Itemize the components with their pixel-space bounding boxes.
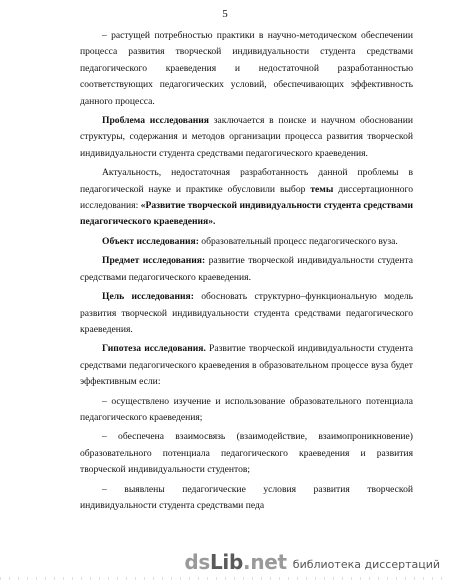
paragraph-research-object <box>80 234 413 250</box>
paragraph-research-problem <box>80 113 413 162</box>
list-item-hypothesis-2: – обеспечена взаимосвязь (взаимодействие, взаимопроникновение) образовательного потенциала педагогического краеведения и развития творческой индивидуальности студентов; <box>80 431 413 476</box>
list-item-hypothesis-1: – осуществлено изучение и использование образовательного потенциала педагогического краеведения; <box>80 395 413 423</box>
dslib-watermark[interactable] <box>184 552 440 572</box>
text-research-subject: развитие творческой индивидуальности студента средствами педагогического краеведения. <box>80 255 413 283</box>
document-body <box>80 28 413 514</box>
paragraph-topic <box>80 165 413 231</box>
dslib-logo: dsLib.net <box>184 550 287 574</box>
list-item-hypothesis-3: – выявлены педагогические условия развития творческой индивидуальности студента средствами педа <box>80 483 413 511</box>
scan-artifact-divider <box>0 577 450 580</box>
heading-research-goal: Цель исследования: <box>102 291 194 303</box>
paragraph-research-goal <box>80 289 413 338</box>
text-research-object: образовательный процесс педагогического вуза. <box>198 235 398 247</box>
paragraph-hypothesis <box>80 341 413 390</box>
text-research-problem: заключается в поиске и научном обосновании структуры, содержания и методов организации процесса развития творческой индивидуальности студента средствами педагогического краеведения. <box>80 115 414 159</box>
heading-research-problem: Проблема исследования <box>102 115 209 127</box>
heading-research-object: Объект исследования: <box>102 235 199 247</box>
watermark-caption: библиотека диссертаций <box>292 557 440 571</box>
page-number: 5 <box>222 8 228 20</box>
label-topic: темы <box>310 183 334 195</box>
paragraph-research-subject <box>80 253 413 286</box>
text-research-goal: обосновать структурно–функциональную модель развития творческой индивидуальности студента средствами педагогического краеведения. <box>80 291 413 335</box>
dissertation-title: «Развитие творческой индивидуальности студента средствами педагогического краеведения». <box>80 200 414 228</box>
paragraph-relevance-contradiction: – растущей потребностью практики в научно-методическом обеспечении процесса развития творческой индивидуальности студента средствами педагогического краеведения и недостаточной разработанностью соответствующих педагогических условий, обеспечивающих эффективность данного процесса. <box>80 30 413 107</box>
heading-research-subject: Предмет исследования: <box>102 255 206 267</box>
text-hypothesis: Развитие творческой индивидуальности студента средствами педагогического краеведения в образовательном процессе вуза будет эффективным если: <box>80 343 413 388</box>
text-topic-mid: диссертационного исследования: <box>80 183 414 212</box>
heading-hypothesis: Гипотеза исследования. <box>102 343 206 355</box>
text-topic-intro: Актуальность, недостаточная разработанность данной проблемы в педагогической науке и практике обусловили выбор <box>80 167 413 195</box>
